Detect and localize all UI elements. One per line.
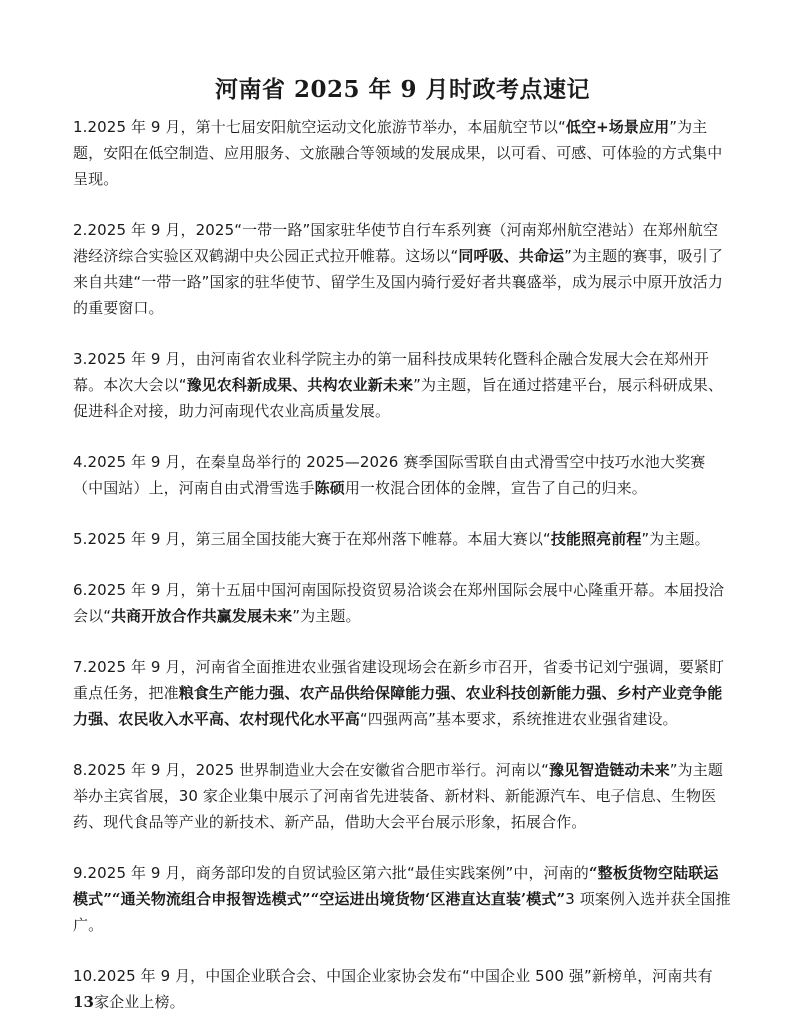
item-text: ”为主题举办主宾省展，30 家企业集中展示了河南省先进装备、新材料、新能源汽车、电子信息、生物医药、现代食品等产业的新技术、新产品，借助大会平台展示形象，拓展合作。 [73,761,723,831]
item-text: 3 项案例入选并获全国推广。 [73,890,731,934]
list-item-8 [73,757,732,835]
item-emphasis: 13 [73,993,95,1011]
item-text: 3.2025 年 9 月，由河南省农业科学院主办的第一届科技成果转化暨科企融合发展大会在郑州开幕。本次大会以“ [73,350,710,394]
item-emphasis: 豫见智造链动未来 [548,761,670,779]
item-text: 用一枚混合团体的金牌，宣告了自己的归来。 [344,479,647,497]
item-text: 5.2025 年 9 月，第三届全国技能大赛于在郑州落下帷幕。本届大赛以“ [73,530,551,548]
item-emphasis: 粮食生产能力强、农产品供给保障能力强、农业科技创新能力强、乡村产业竞争能力强、农民收入水平高、农村现代化水平高 [73,684,723,728]
item-emphasis: 陈硕 [314,479,345,497]
item-emphasis: 豫见农科新成果、共构农业新未来 [186,376,414,394]
list-item-7 [73,654,732,732]
item-text: 8.2025 年 9 月，2025 世界制造业大会在安徽省合肥市举行。河南以“ [73,761,549,779]
item-text: ”为主题，安阳在低空制造、应用服务、文旅融合等领域的发展成果，以可看、可感、可体验的方式集中呈现。 [73,118,723,188]
item-emphasis: 技能照亮前程 [550,530,642,548]
item-text: ”为主题。 [292,607,361,625]
list-item-3 [73,346,732,424]
list-item-2 [73,217,732,321]
item-text: 2.2025 年 9 月，2025“一带一路”国家驻华使节自行车系列赛（河南郑州航空港站）在郑州航空港经济综合实验区双鹤湖中央公园正式拉开帷幕。这场以“ [73,221,719,265]
list-item-10 [73,963,732,1015]
item-text: 6.2025 年 9 月，第十五届中国河南国际投资贸易洽谈会在郑州国际会展中心隆重开幕。本届投洽会以“ [73,581,725,625]
list-item-4 [73,449,732,501]
item-text: ”为主题，旨在通过搭建平台，展示科研成果、促进科企对接，助力河南现代农业高质量发展。 [73,376,723,420]
item-emphasis: 低空+场景应用 [565,118,670,136]
list-item-6 [73,577,732,629]
item-text: 10.2025 年 9 月，中国企业联合会、中国企业家协会发布“中国企业 500 强”新榜单，河南共有 [73,967,713,985]
item-text: “四强两高”基本要求，系统推进农业强省建设。 [359,710,678,728]
list-item-5 [73,526,732,552]
page-title: 河南省 2025 年 9 月时政考点速记 [214,76,591,103]
item-emphasis: 同呼吸、共命运 [458,247,565,265]
item-text: ”为主题的赛事，吸引了来自共建“一带一路”国家的驻华使节、留学生及国内骑行爱好者共襄盛举，成为展示中原开放活力的重要窗口。 [73,247,723,317]
item-text: 家企业上榜。 [94,993,185,1011]
item-emphasis: “整板货物空陆联运模式”“通关物流组合申报智选模式”“空运进出境货物‘区港直达直装’模式” [73,864,719,908]
item-text: ”为主题。 [641,530,710,548]
list-item-1 [73,114,732,192]
item-text: 4.2025 年 9 月，在秦皇岛举行的 2025—2026 赛季国际雪联自由式滑雪空中技巧水池大奖赛（中国站）上，河南自由式滑雪选手 [73,453,706,497]
item-text: 9.2025 年 9 月，商务部印发的自贸试验区第六批“最佳实践案例”中，河南的 [73,864,589,882]
list-item-9 [73,860,732,938]
item-text: 7.2025 年 9 月，河南省全面推进农业强省建设现场会在新乡市召开，省委书记刘宁强调，要紧盯重点任务，把准 [73,658,725,702]
item-text: 1.2025 年 9 月，第十七届安阳航空运动文化旅游节举办，本届航空节以“ [73,118,566,136]
item-emphasis: 共商开放合作共赢发展未来 [111,607,293,625]
